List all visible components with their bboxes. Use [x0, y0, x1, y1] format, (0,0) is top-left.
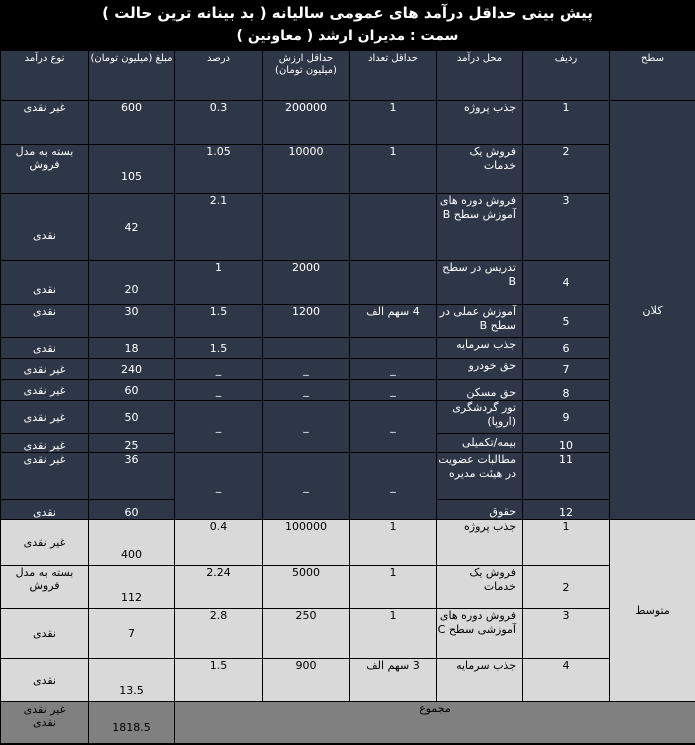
- cell-amount: 18: [89, 338, 175, 359]
- cell-amount: 20: [89, 261, 175, 305]
- cell-percent: 2.24: [175, 566, 263, 609]
- cell-type: غیر نقدی: [1, 434, 89, 453]
- cell-row: 8: [523, 380, 610, 401]
- level-motavaset: متوسط: [610, 520, 695, 702]
- header-source: محل درآمد: [437, 51, 523, 101]
- cell-value: 100000: [263, 520, 350, 566]
- cell-source: جذب پروژه: [437, 520, 523, 566]
- cell-percent: 1.5: [175, 659, 263, 702]
- cell-source: حق مسکن: [437, 380, 523, 401]
- total-type-cell: [1, 702, 89, 744]
- cell-percent: _: [175, 453, 263, 520]
- cell-amount: 600: [89, 101, 175, 145]
- cell-row: 3: [523, 194, 610, 261]
- cell-amount: 60: [89, 380, 175, 401]
- total-type-noncash: غیر نقدی: [23, 703, 66, 716]
- cell-type: غیر نقدی: [1, 401, 89, 434]
- cell-percent: 1: [175, 261, 263, 305]
- page-subtitle: سمت : مدیران ارشد ( معاونین ): [236, 28, 459, 44]
- cell-percent: 1.5: [175, 338, 263, 359]
- cell-count: _: [350, 401, 437, 453]
- total-amount: 1818.5: [89, 702, 175, 744]
- cell-value: [263, 338, 350, 359]
- cell-value: 5000: [263, 566, 350, 609]
- cell-row: 9: [523, 401, 610, 434]
- cell-count: [350, 338, 437, 359]
- cell-type: بسته به مدل فروش: [1, 566, 89, 609]
- cell-type: نقدی: [1, 500, 89, 520]
- cell-row: 5: [523, 305, 610, 338]
- cell-count: _: [350, 380, 437, 401]
- cell-type: غیر نقدی: [1, 101, 89, 145]
- cell-amount: 7: [89, 609, 175, 659]
- income-table: [0, 50, 695, 744]
- cell-type: غیر نقدی: [1, 380, 89, 401]
- cell-row: 2: [523, 566, 610, 609]
- cell-type: نقدی: [1, 261, 89, 305]
- cell-source: آموزش عملی در سطح B: [437, 305, 523, 338]
- cell-row: 3: [523, 609, 610, 659]
- cell-percent: 2.8: [175, 609, 263, 659]
- cell-count: [350, 194, 437, 261]
- header-min-count: حداقل تعداد: [350, 51, 437, 101]
- cell-source: جذب پروژه: [437, 101, 523, 145]
- cell-amount: 240: [89, 359, 175, 380]
- cell-source: فروش یک خدمات: [437, 566, 523, 609]
- cell-value: 200000: [263, 101, 350, 145]
- cell-percent: 0.4: [175, 520, 263, 566]
- cell-row: 6: [523, 338, 610, 359]
- cell-row: 4: [523, 261, 610, 305]
- cell-amount: 36: [89, 453, 175, 500]
- header-row: ردیف: [523, 51, 610, 101]
- cell-row: 1: [523, 520, 610, 566]
- cell-value: [263, 194, 350, 261]
- cell-row: 10: [523, 434, 610, 453]
- cell-value: _: [263, 380, 350, 401]
- cell-row: 2: [523, 145, 610, 194]
- level-kalan: کلان: [610, 101, 695, 520]
- header-amount: مبلغ (میلیون تومان): [89, 51, 175, 101]
- cell-amount: 50: [89, 401, 175, 434]
- cell-source: بیمه/تکمیلی: [437, 434, 523, 453]
- cell-source: فروش یک خدمات: [437, 145, 523, 194]
- cell-amount: 60: [89, 500, 175, 520]
- cell-source: حق خودرو: [437, 359, 523, 380]
- cell-type: نقدی: [1, 338, 89, 359]
- cell-row: 4: [523, 659, 610, 702]
- cell-type: غیر نقدی: [1, 359, 89, 380]
- cell-type: نقدی: [1, 609, 89, 659]
- cell-count: _: [350, 453, 437, 520]
- cell-amount: 42: [89, 194, 175, 261]
- cell-value: _: [263, 359, 350, 380]
- cell-value: 2000: [263, 261, 350, 305]
- cell-value: 1200: [263, 305, 350, 338]
- cell-source: فروش دوره های آموزش سطح B: [437, 194, 523, 261]
- cell-percent: 2.1: [175, 194, 263, 261]
- cell-source: مطالبات عضویت در هیئت مدیره: [437, 453, 523, 500]
- cell-amount: 400: [89, 520, 175, 566]
- cell-source: جذب سرمایه: [437, 338, 523, 359]
- cell-value: _: [263, 401, 350, 453]
- total-type-cash: نقدی: [32, 716, 56, 729]
- cell-row: 11: [523, 453, 610, 500]
- cell-row: 7: [523, 359, 610, 380]
- cell-type: غیر نقدی: [1, 520, 89, 566]
- cell-count: 3 سهم الف: [350, 659, 437, 702]
- cell-source: جذب سرمایه: [437, 659, 523, 702]
- cell-count: 1: [350, 145, 437, 194]
- cell-type: نقدی: [1, 194, 89, 261]
- header-level: سطح: [610, 51, 695, 101]
- total-label: مجموع: [175, 702, 695, 744]
- cell-value: 250: [263, 609, 350, 659]
- cell-percent: 1.5: [175, 305, 263, 338]
- cell-row: 12: [523, 500, 610, 520]
- cell-count: 1: [350, 520, 437, 566]
- cell-row: 1: [523, 101, 610, 145]
- cell-source: فروش دوره های آموزشی سطح C: [437, 609, 523, 659]
- cell-amount: 105: [89, 145, 175, 194]
- cell-source: حقوق: [437, 500, 523, 520]
- cell-amount: 112: [89, 566, 175, 609]
- cell-count: 1: [350, 566, 437, 609]
- cell-type: غیر نقدی: [1, 453, 89, 500]
- cell-count: 4 سهم الف: [350, 305, 437, 338]
- cell-percent: 1.05: [175, 145, 263, 194]
- cell-count: [350, 261, 437, 305]
- cell-percent: _: [175, 359, 263, 380]
- cell-value: _: [263, 453, 350, 520]
- cell-type: بسته به مدل فروش: [1, 145, 89, 194]
- page-title: پیش بینی حداقل درآمد های عمومی سالیانه ( بد بینانه ترین حالت ): [102, 4, 593, 22]
- header-min-value: حداقل ارزش (میلیون تومان): [263, 51, 350, 101]
- cell-amount: 30: [89, 305, 175, 338]
- cell-type: نقدی: [1, 659, 89, 702]
- cell-amount: 25: [89, 434, 175, 453]
- cell-count: 1: [350, 609, 437, 659]
- cell-count: _: [350, 359, 437, 380]
- cell-count: 1: [350, 101, 437, 145]
- cell-value: 900: [263, 659, 350, 702]
- header-income-type: نوع درآمد: [1, 51, 89, 101]
- cell-source: تور گردشگری (اروپا): [437, 401, 523, 434]
- cell-percent: 0.3: [175, 101, 263, 145]
- cell-percent: _: [175, 380, 263, 401]
- cell-value: 10000: [263, 145, 350, 194]
- header-percent: درصد: [175, 51, 263, 101]
- cell-percent: _: [175, 401, 263, 453]
- cell-type: نقدی: [1, 305, 89, 338]
- cell-amount: 13.5: [89, 659, 175, 702]
- cell-source: تدریس در سطح B: [437, 261, 523, 305]
